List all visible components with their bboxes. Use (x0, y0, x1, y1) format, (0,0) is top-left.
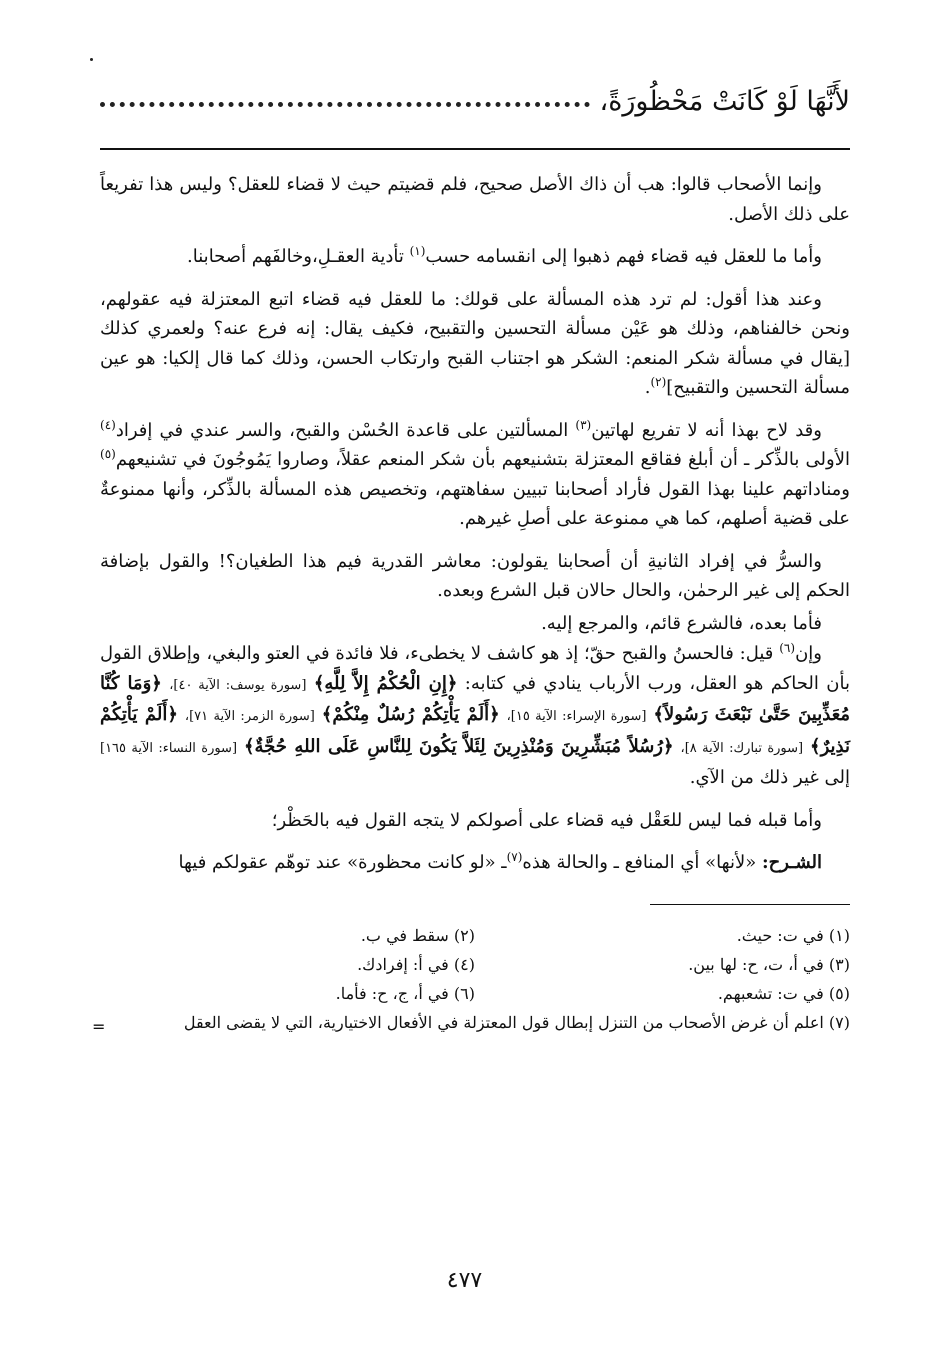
quran-ref-1: [سورة يوسف: الآية ٤٠]، (169, 677, 307, 693)
header-rule (100, 148, 850, 150)
quran-quote-2: ﴿وَمَا كُنَّا مُعَذِّبِينَ حَتَّىٰ نَبْعَثَ رَسُولاً﴾ (100, 672, 851, 725)
running-header (100, 60, 850, 140)
continuation-mark: = (92, 1016, 106, 1036)
page-number: ٤٧٧ (446, 1268, 483, 1293)
quran-quote-4: ﴿أَلَمْ يَأْتِكُمْ نَذِيرٌ﴾ (100, 704, 850, 757)
commentary-label: الشـرح: (761, 852, 822, 873)
footnote-5: (٥) في ت: تشعبهم. (717, 983, 850, 1003)
footnote-2: (٢) سقط في ب. (360, 925, 475, 945)
footnote-mark-5[interactable]: (٥) (100, 447, 116, 461)
footnote-mark-7[interactable]: (٧) (506, 850, 523, 864)
header-dots (100, 92, 590, 107)
main-text (100, 170, 850, 878)
stray-dot (90, 58, 93, 61)
footnote-mark-4[interactable]: (٤) (100, 417, 116, 432)
paragraph-2: وأما ما للعقل فيه قضاء فهم ذهبوا إلى انقسامه حسب$^{(١)}$ تأدية العقـلِ،وخالفَهم أصحابنا. (187, 244, 822, 267)
quran-ref-3: [سورة الزمر: الآية ٧١]، (184, 709, 315, 724)
footnote-4: (٤) في أ: إفرادك. (357, 954, 475, 974)
footnotes (92, 921, 850, 1037)
quran-quote-3: ﴿أَلَمْ يَأْتِكُمْ رُسُلٌ مِنْكُمْ﴾ (321, 704, 500, 725)
footnote-mark-3[interactable]: (٣) (575, 417, 592, 432)
quran-ref-2: [سورة الإسراء: الآية ١٥]، (506, 709, 647, 724)
paragraph-6: فأما بعده، فالشرع قائم، والمرجع إليه. (541, 612, 822, 634)
footnote-1: (١) في ت: حيث. (736, 925, 850, 945)
footnote-rule (650, 904, 850, 905)
header-title: لأَنَّهَا لَوْ كَانَتْ مَحْظُورَةً، (599, 86, 850, 117)
footnote-7: (٧) اعلم أن غرض الأصحاب من التنزل إبطال قول المعتزلة في الأفعال الاختيارية، التي لا يقضى العقل = (100, 1008, 850, 1037)
page (92, 60, 851, 1037)
paragraph-3: وعند هذا أقول: لم ترد هذه المسألة على قولك: ما للعقل فيه قضاء اتبع المعتزلة فيه عقولهم، ونحن خالفناهم، وذلك هو عَيْن مسألة التحسين والتقبيح، فكيف يقال: إنه فرع عنه؟ ولعمري كذلك [يقال في مسألة شكر المنعم: الشكر هو اجتناب القبح وارتكاب الحسن، وذلك كما قال إلكيا: هو عين مسألة التحسين والتقبيح]$^{(٢)}$. (100, 288, 850, 398)
footnote-3: (٣) في أ، ت، ح: لها بين. (688, 954, 850, 974)
quran-ref-4: [سورة تبارك: الآية ٨]، (680, 740, 804, 756)
paragraph-9-commentary: الشـرح: «لأنها» أي المنافع ـ والحالة هذه$^{(٧)}$ـ «لو كانت محظورة» عند توهّم عقولكم فيها (178, 850, 822, 873)
quran-ref-5: [سورة النساء: الآية ١٦٥] (100, 740, 238, 756)
footnote-row-2 (100, 950, 850, 979)
paragraph-7: وإن$^{(٦)}$ قيل: فالحسنُ والقبح حقّ؛ إذ هو كاشف لا يخطىء، فلا فائدة في العتو والبغي، وإطلاق القول بأن الحاكم هو العقل، ورب الأرباب ينادي في كتابه: ﴿إِنِ الْحُكْمُ إِلاَّ لِلَّهِ﴾ [سورة يوسف: الآية ٤٠]، ﴿وَمَا كُنَّا مُعَذِّبِينَ حَتَّىٰ نَبْعَثَ رَسُولاً﴾ [سورة الإسراء: الآية ١٥]، ﴿أَلَمْ يَأْتِكُمْ رُسُلٌ مِنْكُمْ﴾ [سورة الزمر: الآية ٧١]، ﴿أَلَمْ يَأْتِكُمْ نَذِيرٌ﴾ [سورة تبارك: الآية ٨]، ﴿رُسُلاً مُبَشِّرِينَ وَمُنْذِرِينَ لِئَلاَّ يَكُونَ لِلنَّاسِ عَلَى اللهِ حُجَّةٌ﴾ [سورة النساء: الآية ١٦٥] إلى غير ذلك من الآي. (100, 641, 851, 788)
footnote-mark-1[interactable]: (١) (409, 244, 426, 258)
quran-quote-1: ﴿إِنِ الْحُكْمُ إِلاَّ لِلَّهِ﴾ (313, 672, 458, 694)
quran-quote-5: ﴿رُسُلاً مُبَشِّرِينَ وَمُنْذِرِينَ لِئَلاَّ يَكُونَ لِلنَّاسِ عَلَى اللهِ حُجَّةٌ﴾ (243, 735, 674, 757)
footnote-row-3 (100, 979, 850, 1008)
footnote-6: (٦) في أ، ج، ح: فأما. (335, 983, 475, 1003)
paragraph-4: وقد لاح بهذا أنه لا تفريع لهاتين$^{(٣)}$ المسألتين على قاعدة الحُسْن والقبح، والسر عندي في إفراد$^{(٤)}$ الأولى بالذِّكر ـ أن أبلغ فقاقع المعتزلة بتشنيعهم بأن شكر المنعم عقلاً، وصاروا يَمُوجُونَ في تشنيعهم$^{(٥)}$ ومناداتهم علينا بهذا القول فأراد أصحابنا تبيين سفاهتهم، وتخصيص هذه المسألة بالذِّكر، وأنها ممنوعةٌ على قضية أصلهم، كما هي ممنوعة على أصلِ غيرهم. (100, 417, 851, 529)
footnote-row-1 (100, 921, 850, 950)
footnote-mark-6[interactable]: (٦) (779, 641, 796, 655)
footnote-mark-2[interactable]: (٢) (650, 375, 667, 389)
paragraph-1: وإنما الأصحاب قالوا: هب أن ذاك الأصل صحيح، فلم قضيتم حيث لا قضاء للعقل؟ وليس هذا تفريعاً على ذلك الأصل. (100, 174, 850, 225)
paragraph-8: وأما قبله فما ليس للعَقْل فيه قضاء على أصولكم لا يتجه القول فيه بالحَظْر؛ (271, 809, 822, 831)
paragraph-5: والسرُّ في إفراد الثانيةِ أن أصحابنا يقولون: معاشر القدرية فيم هذا الطغيان؟! والقول بإضافة الحكم إلى غير الرحمٰن، والحال حالان قبل الشرع وبعده. (100, 550, 850, 601)
